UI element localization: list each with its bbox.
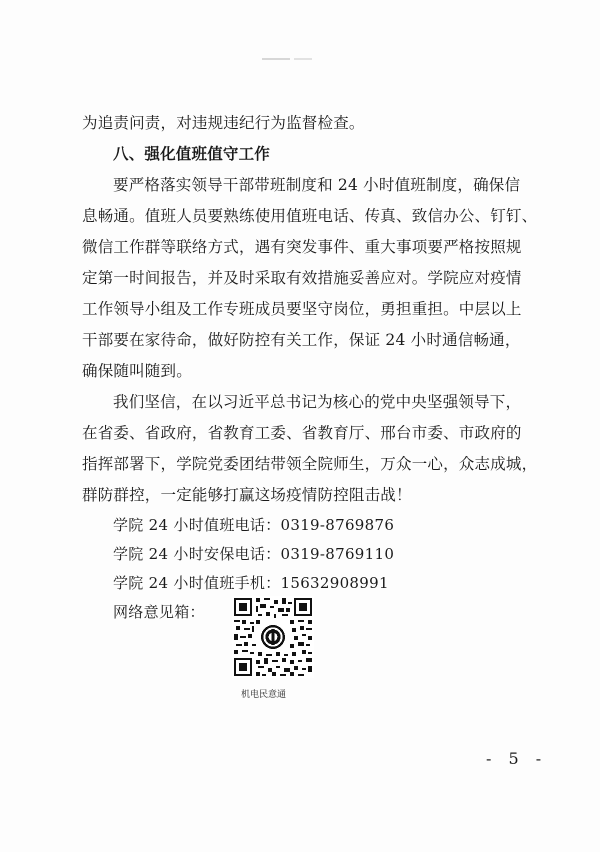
body-line: 息畅通。值班人员要熟练使用值班电话、传真、致信办公、钉钉、 — [82, 207, 538, 225]
scan-artifact — [294, 58, 312, 60]
body-line: 群防群控，一定能够打赢这场疫情防控阻击战！ — [82, 486, 412, 504]
body-line: 定第一时间报告，并及时采取有效措施妥善应对。学院应对疫情 — [82, 269, 522, 287]
body-line: 微信工作群等联络方式，遇有突发事件、重大事项要严格按照规 — [82, 238, 522, 256]
body-line: 在省委、省政府，省教育工委、省教育厅、邢台市委、市政府的 — [82, 424, 522, 442]
body-line: 我们坚信，在以习近平总书记为核心的党中央坚强领导下， — [113, 393, 522, 411]
qr-code — [232, 596, 314, 678]
body-line: 干部要在家待命，做好防控有关工作，保证 24 小时通信畅通， — [82, 331, 521, 349]
body-line: 工作领导小组及工作专班成员要坚守岗位，勇担重担。中层以上 — [82, 300, 522, 318]
body-line: 指挥部署下，学院党委团结带领全院师生，万众一心，众志成城， — [82, 455, 538, 473]
body-line: 确保随叫随到。 — [82, 362, 192, 380]
section-heading: 八、强化值班值守工作 — [113, 145, 271, 163]
qr-caption: 机电民意通 — [241, 690, 287, 700]
duty-phone: 学院 24 小时值班电话：0319-8769876 — [113, 516, 395, 534]
body-line: 要严格落实领导干部带班制度和 24 小时值班制度，确保信 — [113, 176, 521, 194]
body-line: 为追责问责，对违规违纪行为监督检查。 — [82, 114, 365, 132]
duty-mobile: 学院 24 小时值班手机：15632908991 — [113, 574, 389, 592]
scan-artifact — [262, 58, 290, 60]
page-number: - 5 - — [486, 749, 548, 768]
feedback-box-label: 网络意见箱： — [113, 603, 205, 621]
security-phone: 学院 24 小时安保电话：0319-8769110 — [113, 545, 395, 563]
